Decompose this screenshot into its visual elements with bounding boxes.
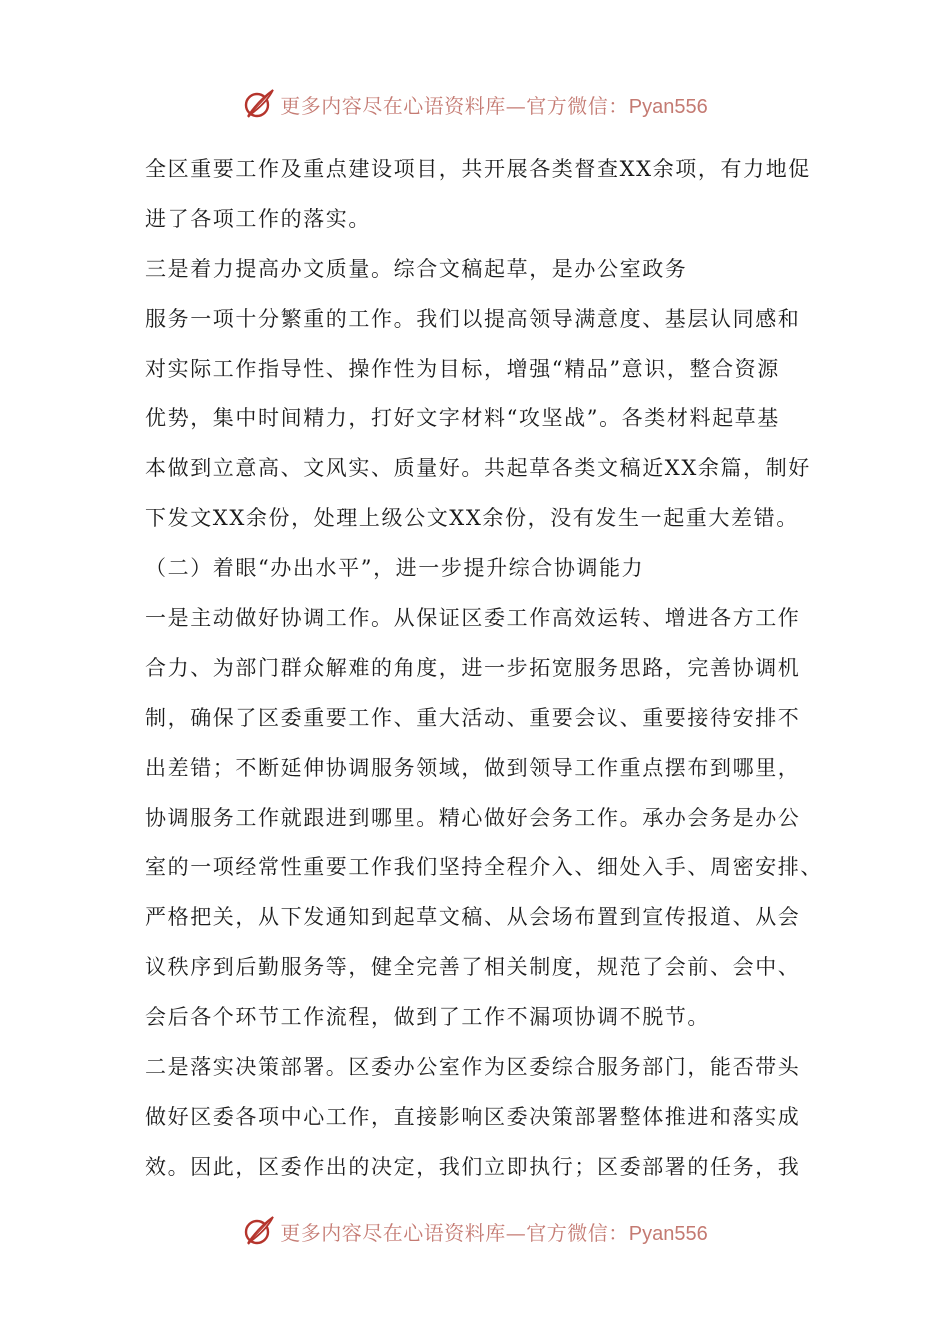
watermark-contact-id: Pyan556 [628,1222,708,1245]
watermark-contact-label: 官方微信： [526,1220,629,1245]
text-line: 本做到立意高、文风实、质量好。共起草各类文稿近XX余篇，制好 [145,456,811,481]
watermark-contact-label: 官方微信： [526,93,629,118]
watermark-brand: 更多内容尽在心语资料库 [280,93,506,118]
watermark-separator: — [505,93,527,118]
text-line: 服务一项十分繁重的工作。我们以提高领导满意度、基层认同感和 [145,306,801,331]
quill-pen-icon [242,87,276,121]
text-line: 进了各项工作的落实。 [145,206,371,231]
text-line: 三是着力提高办文质量。综合文稿起草，是办公室政务 [145,256,688,281]
text-line: 优势，集中时间精力，打好文字材料“攻坚战”。各类材料起草基 [145,406,780,431]
text-line: 合力、为部门群众解难的角度，进一步拓宽服务思路，完善协调机 [145,655,801,680]
text-line: 全区重要工作及重点建设项目，共开展各类督查XX余项，有力地促 [145,157,811,181]
watermark-banner-bottom [0,1211,950,1251]
text-line: 做好区委各项中心工作，直接影响区委决策部署整体推进和落实成 [145,1104,801,1129]
text-line: 室的一项经常性重要工作我们坚持全程介入、细处入手、周密安排、 [145,855,823,880]
watermark-separator: — [505,1220,527,1245]
text-line: 一是主动做好协调工作。从保证区委工作高效运转、增进各方工作 [145,606,801,631]
watermark-text [280,90,707,119]
text-line: 对实际工作指导性、操作性为目标，增强“精品”意识，整合资源 [145,356,780,381]
document-body [145,146,823,1194]
text-line: 会后各个环节工作流程，做到了工作不漏项协调不脱节。 [145,1005,710,1030]
text-line: 制，确保了区委重要工作、重大活动、重要会议、重要接待安排不 [145,705,801,730]
watermark-text [280,1217,707,1246]
watermark-brand: 更多内容尽在心语资料库 [280,1220,506,1245]
watermark-contact-id: Pyan556 [628,95,708,118]
text-line: 效。因此，区委作出的决定，我们立即执行；区委部署的任务，我 [145,1154,801,1179]
quill-pen-icon [242,1214,276,1248]
text-line: 协调服务工作就跟进到哪里。精心做好会务工作。承办会务是办公 [145,805,801,830]
watermark-banner-top [0,84,950,124]
text-line: 出差错；不断延伸协调服务领域，做到领导工作重点摆布到哪里， [145,755,801,780]
text-line: 二是落实决策部署。区委办公室作为区委综合服务部门，能否带头 [145,1055,801,1080]
text-line: 议秩序到后勤服务等，健全完善了相关制度，规范了会前、会中、 [145,955,801,980]
text-line: 下发文XX余份，处理上级公文XX余份，没有发生一起重大差错。 [145,506,799,531]
section-heading: （二）着眼“办出水平”，进一步提升综合协调能力 [145,556,645,581]
text-line: 严格把关，从下发通知到起草文稿、从会场布置到宣传报道、从会 [145,905,801,930]
